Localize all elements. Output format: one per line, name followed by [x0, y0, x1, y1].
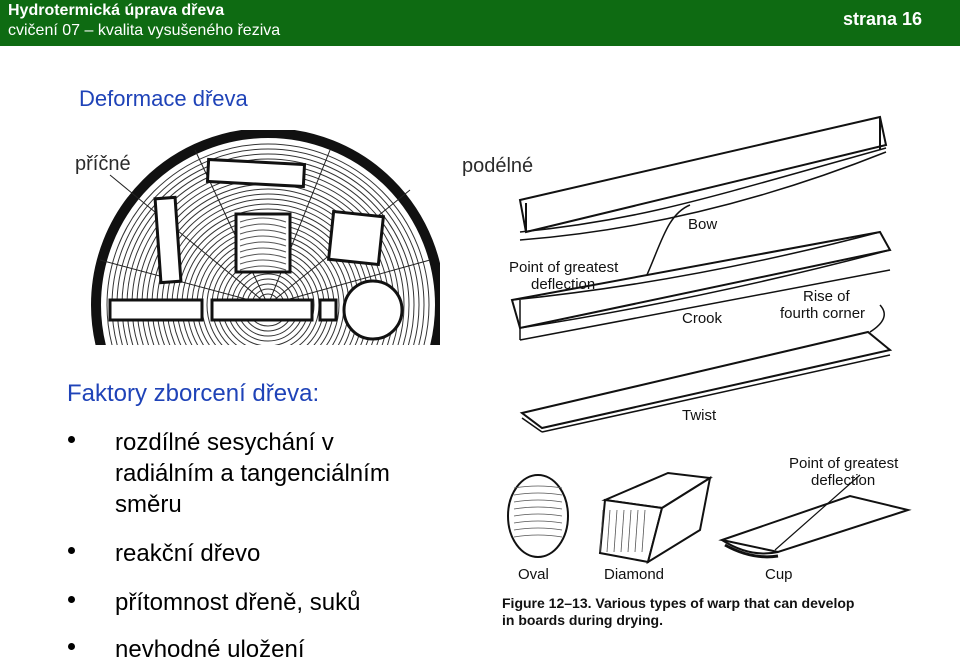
page-number: strana 16 — [842, 9, 922, 29]
rise-label-1: Rise of — [803, 288, 850, 305]
label-longitudinal: podélné — [462, 155, 534, 177]
bullet-dot — [68, 643, 75, 650]
point-deflection-label-4: deflection — [811, 472, 876, 489]
bullet-dot — [68, 596, 75, 603]
factor-line: reakční dřevo — [115, 540, 261, 567]
figure-caption-line1: Figure 12–13. Various types of warp that can develop — [502, 595, 855, 611]
factor-line: nevhodné uložení — [115, 636, 305, 663]
factor-item — [115, 634, 305, 665]
course-title: Hydrotermická úprava dřeva — [8, 2, 225, 19]
bow-label: Bow — [688, 216, 718, 233]
point-deflection-label-3: Point of greatest — [789, 455, 899, 472]
factor-item — [115, 427, 390, 520]
bow-board — [520, 117, 886, 232]
figure-caption-line2: in boards during drying. — [502, 612, 663, 628]
factor-item — [115, 587, 360, 618]
cup-label: Cup — [765, 566, 793, 583]
oval-label: Oval — [518, 566, 549, 583]
factor-line: rozdílné sesychání v — [115, 429, 334, 456]
point-deflection-label-1: Point of greatest — [509, 259, 619, 276]
twist-label: Twist — [682, 407, 717, 424]
point-deflection-label-2: deflection — [531, 276, 596, 293]
crook-label: Crook — [682, 310, 723, 327]
factor-line: přítomnost dřeně, suků — [115, 589, 361, 616]
bullet-dot — [68, 436, 75, 443]
factor-item — [115, 538, 260, 569]
factor-line: směru — [115, 491, 182, 518]
exercise-title: cvičení 07 – kvalita vysušeného řeziva — [8, 22, 281, 39]
rise-label-2: fourth corner — [780, 305, 866, 322]
factor-line: radiálním a tangenciálním — [115, 460, 390, 487]
bullet-dot — [68, 547, 75, 554]
label-cross: příčné — [75, 153, 131, 175]
page-title: Deformace dřeva — [79, 86, 248, 111]
diamond-label: Diamond — [604, 566, 665, 583]
factors-heading: Faktory zborcení dřeva: — [67, 380, 320, 407]
cup-shape — [722, 496, 908, 552]
